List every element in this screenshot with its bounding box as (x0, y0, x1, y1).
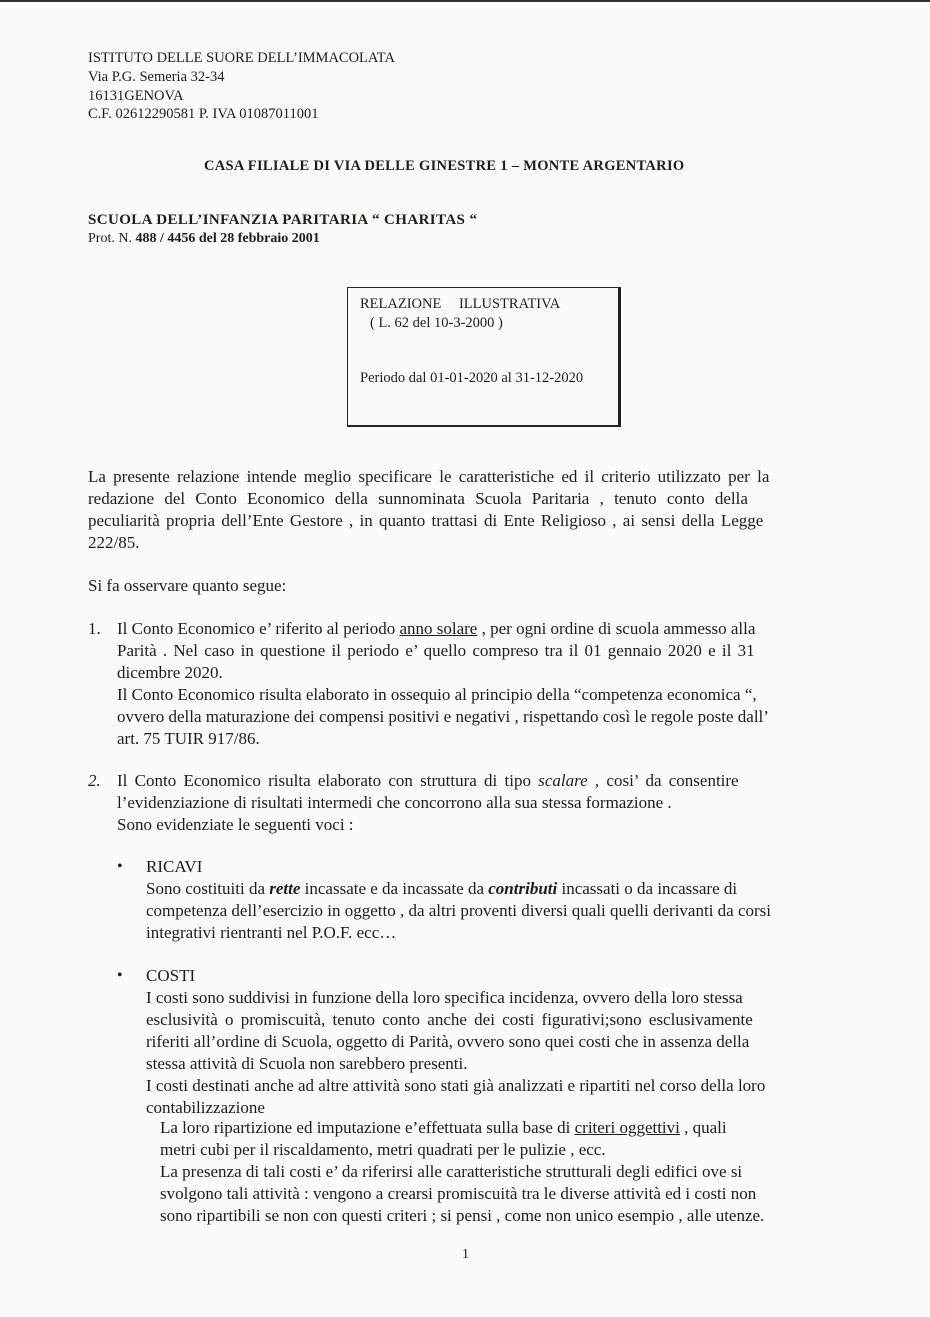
item-2-line-1 (117, 771, 739, 791)
item-1-line-1 (117, 619, 755, 639)
intro-line-3: peculiarità propria dell’Ente Gestore , in quanto trattasi di Ente Religioso , ai sensi della Legge (88, 511, 764, 530)
school-title: SCUOLA DELL’INFANZIA PARITARIA “ CHARITAS “ (88, 212, 478, 228)
item-1-number: 1. (88, 619, 101, 638)
costi-underlined: criteri oggettivi (574, 1118, 680, 1137)
costi-line-7 (160, 1118, 727, 1138)
item-1-text-b: , per ogni ordine di scuola ammesso alla (477, 619, 756, 638)
item-2-number: 2. (88, 771, 101, 790)
item-1-text-a: Il Conto Economico e’ riferito al periodo (117, 619, 400, 638)
box-title: RELAZIONE ILLUSTRATIVA (360, 296, 561, 312)
protocol-label: Prot. N. (88, 231, 132, 246)
item-1-line-5: ovvero della maturazione dei compensi positivi e negativi , rispettando così le regole poste dall’ (117, 707, 769, 726)
intro-line-1: La presente relazione intende meglio specificare le caratteristiche ed il criterio utilizzato per la (88, 467, 770, 486)
costi-text-a: La loro ripartizione ed imputazione e’effettuata sulla base di (160, 1118, 575, 1137)
costi-line-8: metri cubi per il riscaldamento, metri quadrati per le pulizie , ecc. (160, 1140, 606, 1159)
costi-line-4: stessa attività di Scuola non sarebbero presenti. (146, 1054, 468, 1073)
item-2-text-a: Il Conto Economico risulta elaborato con struttura di tipo (117, 771, 539, 790)
institute-name: ISTITUTO DELLE SUORE DELL’IMMACOLATA (88, 50, 395, 66)
costi-line-11: sono ripartibili se non con questi criteri ; si pensi , come non unico esempio , alle utenze. (160, 1206, 765, 1225)
ricavi-text-a: Sono costituiti da (146, 879, 270, 898)
institute-tax-codes: C.F. 02612290581 P. IVA 01087011001 (88, 106, 319, 122)
ricavi-text-e: incassati o da incassare di (557, 879, 738, 898)
item-1-line-4: Il Conto Economico risulta elaborato in ossequio al principio della “competenza economica “, (117, 685, 757, 704)
bullet-icon: • (117, 967, 123, 984)
ricavi-line-1 (146, 879, 737, 899)
item-2-text-b: , cosi’ da consentire (587, 771, 739, 790)
institute-city: 16131GENOVA (88, 88, 184, 104)
item-1-line-6: art. 75 TUIR 917/86. (117, 729, 260, 748)
costi-line-1: I costi sono suddivisi in funzione della loro specifica incidenza, ovvero della loro stessa (146, 988, 743, 1007)
box-period: Periodo dal 01-01-2020 al 31-12-2020 (360, 370, 584, 386)
ricavi-contributi: contributi (488, 879, 558, 898)
costi-line-10: svolgono tali attività : vengono a crearsi promiscuità tra le diverse attività ed i costi non (160, 1184, 757, 1203)
item-2-line-3: Sono evidenziate le seguenti voci : (117, 815, 354, 834)
ricavi-title: RICAVI (146, 857, 203, 876)
item-2-italic: scalare (538, 771, 588, 790)
costi-line-9: La presenza di tali costi e’ da riferirsi alle caratteristiche strutturali degli edifici ove si (160, 1162, 743, 1181)
scan-edge (0, 0, 930, 2)
costi-line-2: esclusività o promiscuità, tenuto conto anche dei costi figurativi;sono esclusivamente (146, 1010, 753, 1029)
costi-line-6: contabilizzazione (146, 1098, 265, 1117)
costi-title: COSTI (146, 966, 196, 985)
item-1-line-3: dicembre 2020. (117, 663, 223, 682)
protocol-value: 488 / 4456 del 28 febbraio 2001 (135, 231, 320, 246)
costi-text-b: , quali (679, 1118, 727, 1137)
observe-line: Si fa osservare quanto segue: (88, 576, 287, 595)
costi-line-5: I costi destinati anche ad altre attività sono stati già analizzati e ripartiti nel corso della loro (146, 1076, 766, 1095)
item-1-underlined: anno solare (399, 619, 478, 638)
intro-line-2: redazione del Conto Economico della sunnominata Scuola Paritaria , tenuto conto della (88, 489, 748, 508)
ricavi-rette: rette (269, 879, 301, 898)
item-2-line-2: l’evidenziazione di risultati intermedi che concorrono alla sua stessa formazione . (117, 793, 672, 812)
report-box (347, 287, 621, 427)
costi-line-3: riferiti all’ordine di Scuola, oggetto di Parità, ovvero sono quei costi che in assenza della (146, 1032, 750, 1051)
ricavi-line-3: integrativi rientranti nel P.O.F. ecc… (146, 923, 397, 942)
page-number: 1 (462, 1247, 469, 1262)
item-1-line-2: Parità . Nel caso in questione il periodo e’ quello compreso tra il 01 gennaio 2020 e il 31 (117, 641, 755, 660)
ricavi-line-2: competenza dell’esercizio in oggetto , da altri proventi diversi quali quelli derivanti da corsi (146, 901, 772, 920)
bullet-icon: • (117, 858, 123, 875)
institute-address: Via P.G. Semeria 32-34 (88, 69, 225, 85)
ricavi-text-c: incassate e da incassate da (300, 879, 489, 898)
protocol-line (88, 231, 320, 247)
intro-line-4: 222/85. (88, 533, 140, 552)
box-law: ( L. 62 del 10-3-2000 ) (370, 315, 503, 331)
branch-title: CASA FILIALE DI VIA DELLE GINESTRE 1 – MONTE ARGENTARIO (204, 158, 685, 174)
